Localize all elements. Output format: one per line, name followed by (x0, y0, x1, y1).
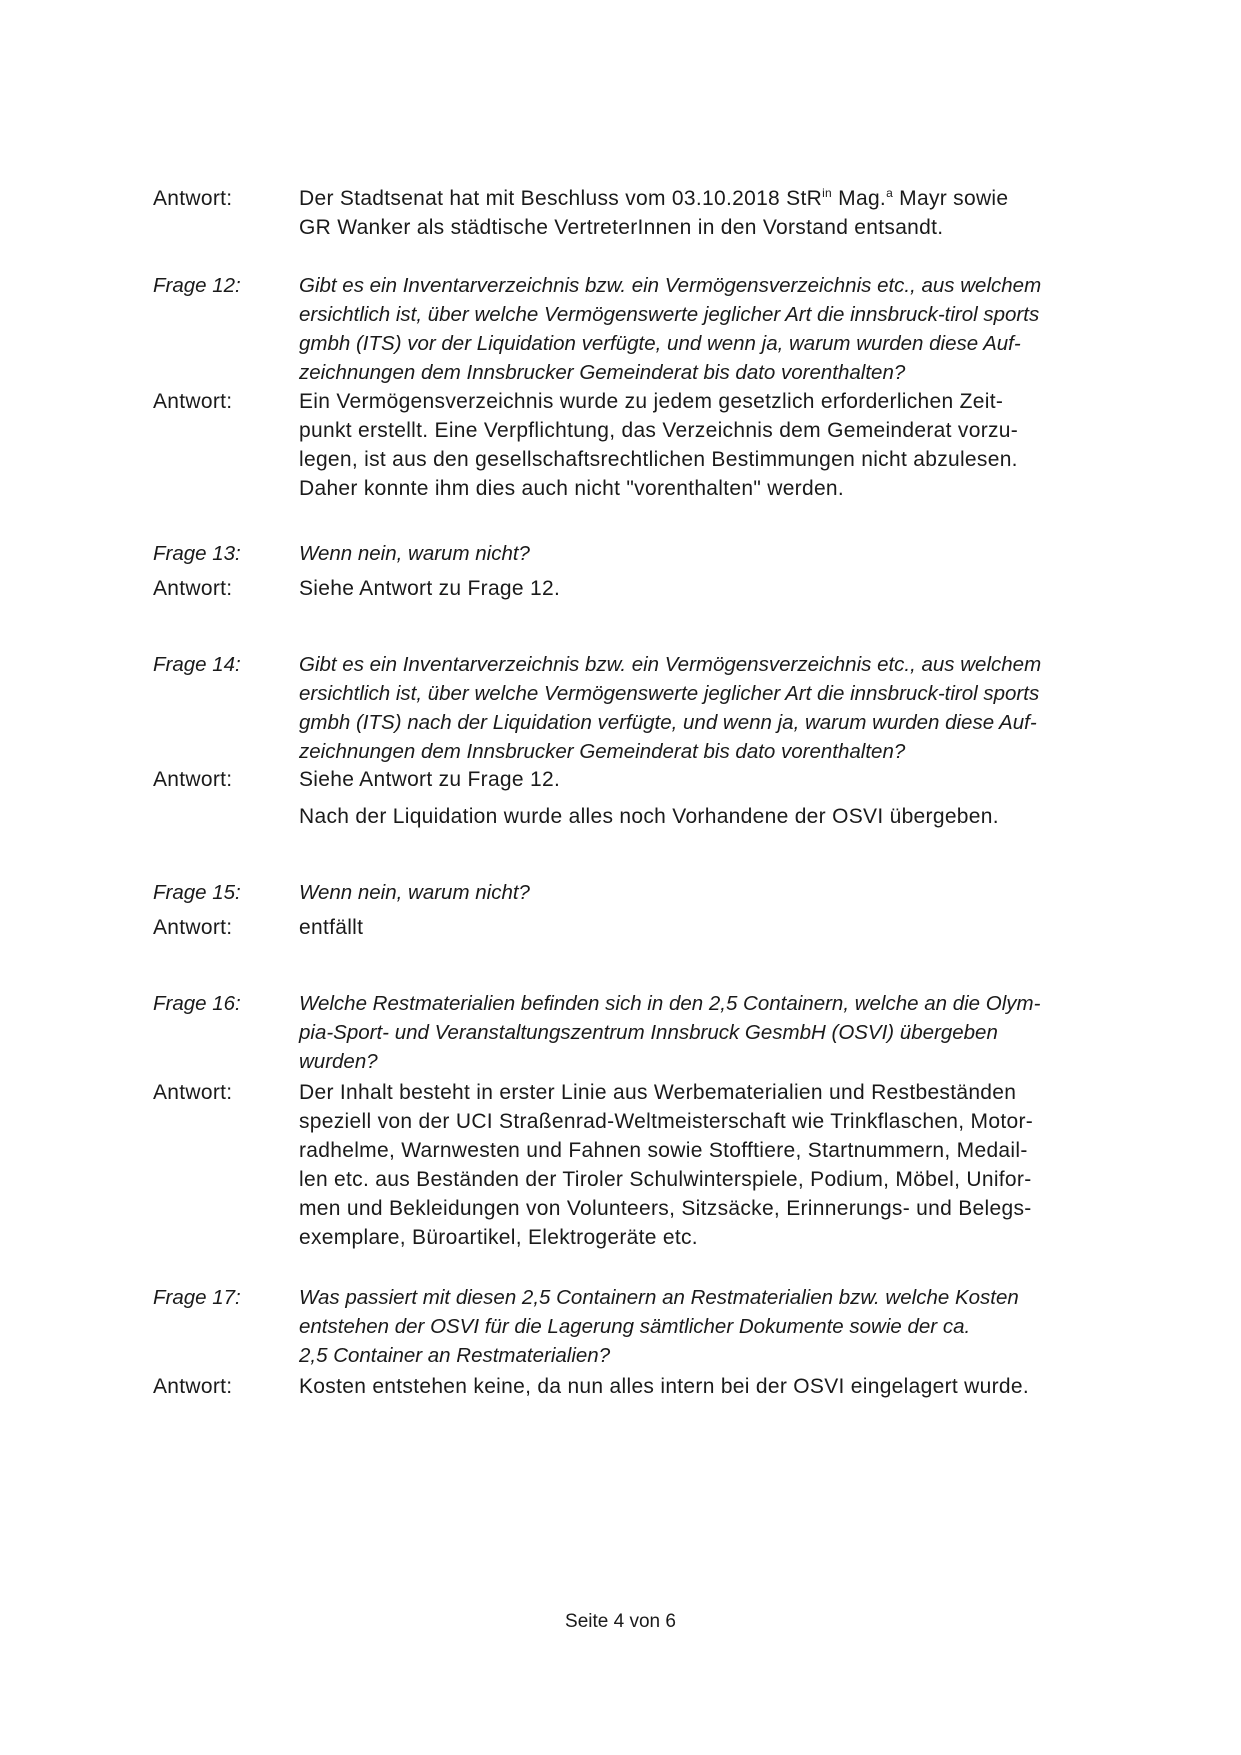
answer-text (299, 574, 1139, 603)
answer-label: Antwort: (153, 390, 233, 413)
answer-label: Antwort: (153, 1081, 233, 1104)
question-label: Frage 14: (153, 653, 241, 676)
question-label: Frage 12: (153, 274, 241, 297)
text-line: Wenn nein, warum nicht? (299, 542, 530, 565)
answer-block (153, 802, 1143, 831)
answer-text (299, 387, 1139, 503)
text-line: Daher konnte ihm dies auch nicht "vorenthalten" werden. (299, 477, 845, 500)
answer-label: Antwort: (153, 1375, 233, 1398)
text-line: exemplare, Büroartikel, Elektrogeräte etc. (299, 1226, 698, 1249)
text-line: GR Wanker als städtische VertreterInnen in den Vorstand entsandt. (299, 216, 944, 239)
question-label: Frage 16: (153, 992, 241, 1015)
text-line: ersichtlich ist, über welche Vermögenswerte jeglicher Art die innsbruck-tirol sports (299, 303, 1040, 326)
question-block (153, 1283, 1143, 1370)
question-block (153, 539, 1143, 568)
page-footer: Seite 4 von 6 (565, 1611, 676, 1632)
answer-block (153, 765, 1143, 794)
text-line: gmbh (ITS) nach der Liquidation verfügte, und wenn ja, warum wurden diese Auf- (299, 711, 1037, 734)
text-line: pia-Sport- und Veranstaltungszentrum Innsbruck GesmbH (OSVI) übergeben (299, 1021, 998, 1044)
text-line: men und Bekleidungen von Volunteers, Sitzsäcke, Erinnerungs- und Belegs- (299, 1197, 1032, 1220)
question-text (299, 989, 1139, 1076)
text-line: legen, ist aus den gesellschaftsrechtlichen Bestimmungen nicht abzulesen. (299, 448, 1018, 471)
text-line: entstehen der OSVI für die Lagerung sämtlicher Dokumente sowie der ca. (299, 1315, 971, 1338)
text-line: radhelme, Warnwesten und Fahnen sowie Stofftiere, Startnummern, Medail- (299, 1139, 1028, 1162)
text-line: Siehe Antwort zu Frage 12. (299, 768, 561, 791)
text-line: ersichtlich ist, über welche Vermögenswerte jeglicher Art die innsbruck-tirol sports (299, 682, 1040, 705)
answer-block (153, 184, 1143, 242)
answer-label: Antwort: (153, 187, 233, 210)
question-block (153, 878, 1143, 907)
text-line: Gibt es ein Inventarverzeichnis bzw. ein Vermögensverzeichnis etc., aus welchem (299, 653, 1042, 676)
text-line: zeichnungen dem Innsbrucker Gemeinderat bis dato vorenthalten? (299, 740, 906, 763)
text-line: gmbh (ITS) vor der Liquidation verfügte, und wenn ja, warum wurden diese Auf- (299, 332, 1021, 355)
text-line: speziell von der UCI Straßenrad-Weltmeisterschaft wie Trinkflaschen, Motor- (299, 1110, 1034, 1133)
text-line: wurden? (299, 1050, 378, 1073)
text-line: zeichnungen dem Innsbrucker Gemeinderat bis dato vorenthalten? (299, 361, 906, 384)
text-line: Siehe Antwort zu Frage 12. (299, 577, 561, 600)
text-line: Wenn nein, warum nicht? (299, 881, 530, 904)
answer-block (153, 913, 1143, 942)
question-label: Frage 17: (153, 1286, 241, 1309)
text-line: Kosten entstehen keine, da nun alles intern bei der OSVI eingelagert wurde. (299, 1375, 1029, 1398)
text-line: Gibt es ein Inventarverzeichnis bzw. ein Vermögensverzeichnis etc., aus welchem (299, 274, 1042, 297)
answer-block (153, 1078, 1143, 1252)
question-label: Frage 15: (153, 881, 241, 904)
text-line: len etc. aus Beständen der Tiroler Schulwinterspiele, Podium, Möbel, Unifor- (299, 1168, 1032, 1191)
answer-text (299, 913, 1139, 942)
question-block (153, 989, 1143, 1076)
text-line: Der Stadtsenat hat mit Beschluss vom 03.10.2018 StR$^{in}$ Mag.$^a$ Mayr sowie (299, 186, 1009, 210)
answer-text (299, 802, 1139, 831)
text-line: Der Inhalt besteht in erster Linie aus Werbematerialien und Restbeständen (299, 1081, 1017, 1104)
answer-block (153, 1372, 1143, 1401)
text-line: entfällt (299, 916, 364, 939)
answer-text (299, 1372, 1139, 1401)
question-text (299, 271, 1139, 387)
answer-label: Antwort: (153, 916, 233, 939)
question-block (153, 271, 1143, 387)
answer-block (153, 574, 1143, 603)
answer-text (299, 1078, 1139, 1252)
question-text (299, 878, 1139, 907)
question-text (299, 650, 1139, 766)
question-text (299, 539, 1139, 568)
answer-label: Antwort: (153, 577, 233, 600)
answer-block (153, 387, 1143, 503)
answer-label (153, 802, 299, 831)
question-text (299, 1283, 1139, 1370)
answer-text (299, 184, 1139, 242)
text-line: punkt erstellt. Eine Verpflichtung, das Verzeichnis dem Gemeinderat vorzu- (299, 419, 1019, 442)
answer-label: Antwort: (153, 768, 233, 791)
text-line: 2,5 Container an Restmaterialien? (299, 1344, 611, 1367)
question-label: Frage 13: (153, 542, 241, 565)
answer-text (299, 765, 1139, 794)
text-line: Was passiert mit diesen 2,5 Containern an Restmaterialien bzw. welche Kosten (299, 1286, 1019, 1309)
text-line: Ein Vermögensverzeichnis wurde zu jedem gesetzlich erforderlichen Zeit- (299, 390, 1004, 413)
text-line: Welche Restmaterialien befinden sich in den 2,5 Containern, welche an die Olym- (299, 992, 1041, 1015)
text-line: Nach der Liquidation wurde alles noch Vorhandene der OSVI übergeben. (299, 805, 999, 828)
question-block (153, 650, 1143, 766)
